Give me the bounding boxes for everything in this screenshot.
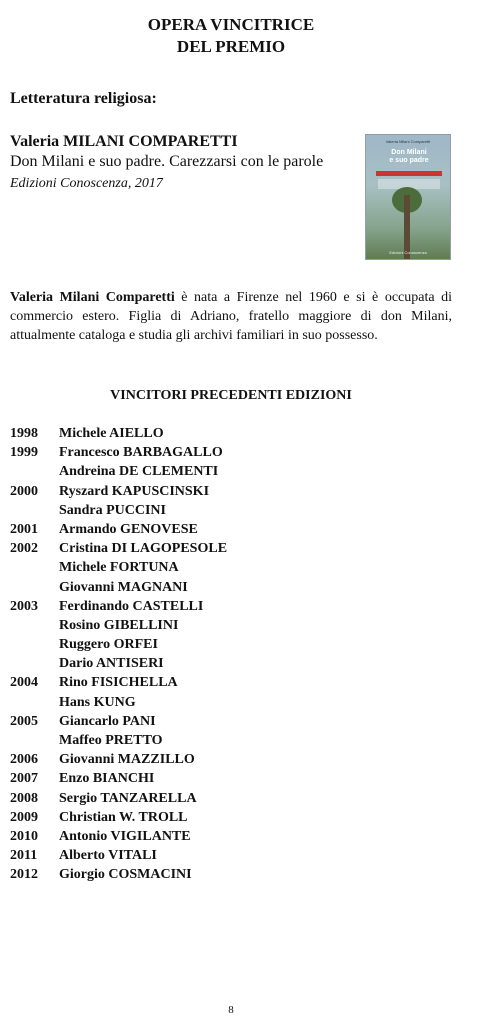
cover-red-band: [376, 171, 442, 176]
winner-year: 2006: [10, 752, 38, 768]
cover-title-line-1: Don Milani: [391, 149, 427, 156]
title-line-1: OPERA VINCITRICE: [147, 15, 315, 34]
page-number: 8: [228, 1004, 234, 1016]
winner-name: Ruggero ORFEI: [59, 637, 158, 653]
winner-year: 1998: [10, 426, 38, 441]
list-item: [10, 750, 227, 769]
winner-year: 2002: [10, 541, 38, 557]
winner-year: 2008: [10, 790, 38, 806]
cover-author: Valeria Milani Comparetti: [385, 139, 431, 144]
list-item: [10, 808, 227, 827]
list-item: [10, 597, 227, 616]
winner-year: 2004: [10, 675, 38, 691]
list-item: [10, 616, 227, 635]
page-title: [0, 14, 462, 58]
list-item: [10, 539, 227, 558]
winner-name: Giovanni MAZZILLO: [59, 752, 195, 768]
list-item: [10, 462, 227, 481]
winner-name: Andreina DE CLEMENTI: [59, 464, 219, 480]
cover-title-line-2: e suo padre: [389, 157, 429, 164]
winner-name: Giovanni MAGNANI: [59, 579, 188, 595]
list-item: [10, 827, 227, 846]
winner-name: Armando GENOVESE: [59, 521, 198, 537]
list-item: [10, 578, 227, 597]
winner-name: Alberto VITALI: [59, 848, 157, 864]
list-item: [10, 846, 227, 865]
list-item: [10, 443, 227, 462]
winner-year: 2010: [10, 828, 38, 844]
list-item: [10, 520, 227, 539]
list-item: [10, 635, 227, 654]
winner-year: 2011: [10, 848, 38, 864]
winner-name: Sandra PUCCINI: [59, 502, 166, 518]
winner-year: 2003: [10, 598, 38, 614]
winner-name: Rino FISICHELLA: [59, 675, 178, 691]
winner-year: 1999: [10, 445, 38, 461]
winner-year: 2012: [10, 867, 38, 883]
winner-name: Giancarlo PANI: [59, 713, 156, 729]
list-item: [10, 693, 227, 712]
bio-text: è nata a Firenze nel 1960 e si è occupata di commercio estero. Figlia di Adriano, fratello maggiore di don Milani, attualmente cataloga e studia gli archivi familiari in suo possesso.: [10, 290, 452, 343]
winner-book-title: Don Milani e suo padre. Carezzarsi con le parole: [10, 153, 324, 170]
winner-name: Michele AIELLO: [59, 426, 164, 441]
winner-name: Enzo BIANCHI: [59, 771, 155, 787]
winner-publisher: Edizioni Conoscenza, 2017: [10, 176, 163, 191]
winner-year: 2001: [10, 521, 38, 537]
winner-year: 2007: [10, 771, 38, 787]
previous-winners-list: [10, 424, 227, 885]
cover-publisher: Edizioni Conoscenza: [389, 250, 427, 255]
list-item: [10, 789, 227, 808]
winner-name: Dario ANTISERI: [59, 656, 164, 672]
winner-year: 2005: [10, 713, 38, 729]
winner-name: Ryszard KAPUSCINSKI: [59, 483, 210, 499]
list-item: [10, 424, 227, 443]
list-item: [10, 654, 227, 673]
list-item: [10, 865, 227, 884]
winner-name: Maffeo PRETTO: [59, 733, 163, 748]
winner-year: 2009: [10, 809, 38, 825]
winner-name: Rosino GIBELLINI: [59, 617, 179, 633]
winner-name: Giorgio COSMACINI: [59, 867, 192, 883]
winner-year: 2000: [10, 483, 38, 499]
list-item: [10, 731, 227, 750]
list-item: [10, 501, 227, 520]
winner-name: Francesco BARBAGALLO: [59, 445, 223, 461]
winner-name: Christian W. TROLL: [59, 809, 188, 825]
title-line-2: DEL PREMIO: [176, 37, 286, 56]
list-item: [10, 558, 227, 577]
winner-name: Hans KUNG: [59, 694, 136, 710]
winner-name: Ferdinando CASTELLI: [59, 598, 204, 614]
category-label: Letteratura religiosa:: [10, 90, 157, 107]
cover-title: [376, 149, 442, 165]
author-bio: [10, 288, 452, 345]
winner-name: Michele FORTUNA: [59, 560, 179, 576]
list-item: [10, 673, 227, 692]
list-item: [10, 712, 227, 731]
list-item: [10, 769, 227, 788]
bio-name: Valeria Milani Comparetti: [10, 290, 175, 305]
previous-winners-heading: VINCITORI PRECEDENTI EDIZIONI: [110, 388, 352, 403]
winner-author: Valeria MILANI COMPARETTI: [10, 133, 238, 150]
winner-name: Antonio VIGILANTE: [59, 828, 191, 844]
winner-name: Sergio TANZARELLA: [59, 790, 197, 806]
winner-name: Cristina DI LAGOPESOLE: [59, 541, 228, 557]
book-cover-image: [366, 135, 450, 259]
list-item: [10, 482, 227, 501]
